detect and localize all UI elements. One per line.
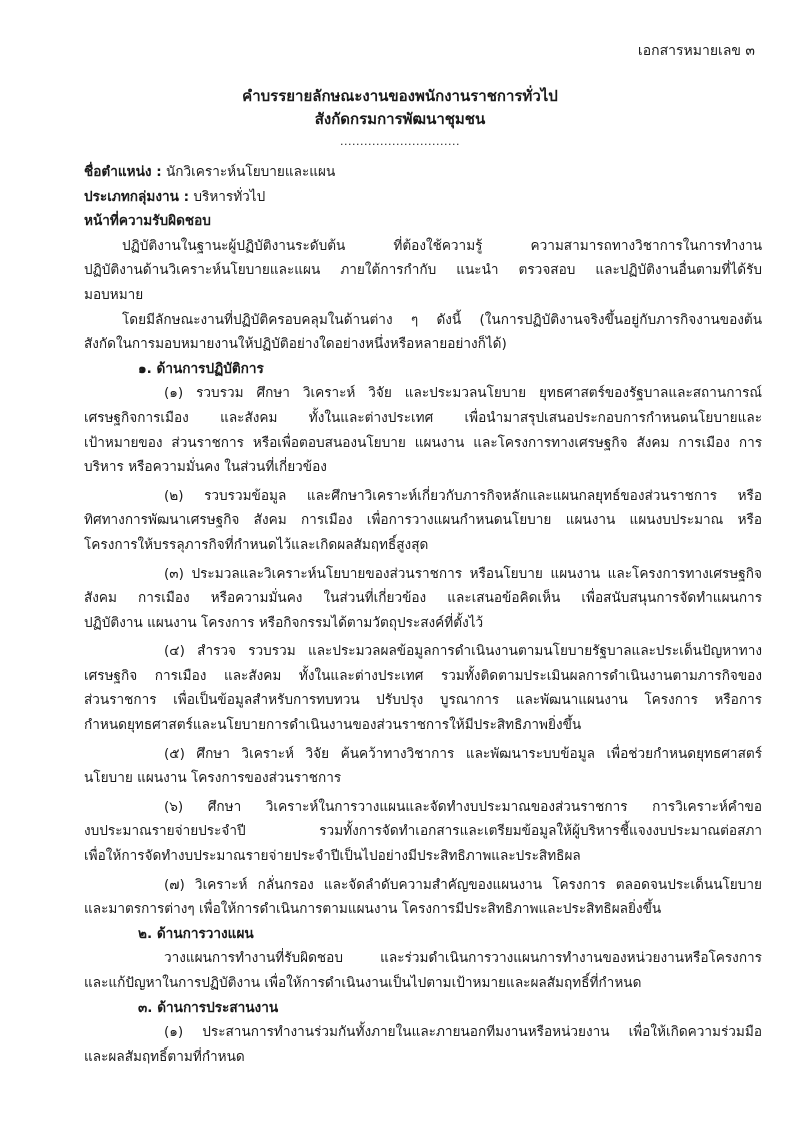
text-line: (๗) วิเคราะห์ กลั่นกรอง และจัดลำดับความสำคัญของแผนงาน โครงการ ตลอดจนประเด็นนโยบาย — [164, 876, 762, 893]
text-line: และแก้ปัญหาในการปฏิบัติงาน เพื่อให้การดำเนินงานเป็นไปตามเป้าหมายและผลสัมฤทธิ์ที่กำหนด — [84, 975, 642, 991]
text-line: วางแผนการทำงานที่รับผิดชอบ และร่วมดำเนินการวางแผนการทำงานของหน่วยงานหรือโครงการ — [164, 950, 762, 967]
text-line: (๒) รวบรวมข้อมูล และศึกษาวิเคราะห์เกี่ยวกับภารกิจหลักและแผนกลยุทธ์ของส่วนราชการ หรือ — [164, 487, 762, 504]
duties-heading: หน้าที่ความรับผิดชอบ — [84, 213, 211, 230]
duty-item — [84, 1020, 762, 1069]
job-group-label: ประเภทกลุ่มงาน : — [84, 188, 190, 205]
job-group-value: บริหารทั่วไป — [189, 188, 266, 205]
duty-item — [84, 742, 762, 791]
intro-paragraph — [84, 308, 762, 357]
document-title: คำบรรยายลักษณะงานของพนักงานราชการทั่วไป — [242, 87, 558, 105]
text-line: สังคม การเมือง หรือความมั่นคง ในส่วนที่เกี่ยวข้อง และเสนอข้อคิดเห็น เพื่อสนับสนุนการจัดทำแผนการ — [84, 590, 762, 607]
text-line: (๑) รวบรวม ศึกษา วิเคราะห์ วิจัย และประมวลนโยบาย ยุทธศาสตร์ของรัฐบาลและสถานการณ์ — [164, 385, 762, 402]
duty-item — [84, 562, 762, 636]
text-line: และผลสัมฤทธิ์ตามที่กำหนด — [84, 1048, 245, 1065]
text-line: ทิศทางการพัฒนาเศรษฐกิจ สังคม การเมือง เพื่อการวางแผนกำหนดนโยบาย แผนงาน แผนงบประมาณ หรือ — [84, 512, 762, 529]
text-line: เพื่อให้การจัดทำงบประมาณรายจ่ายประจำปีเป็นไปอย่างมีประสิทธิภาพและประสิทธิผล — [84, 848, 581, 865]
duty-item — [84, 946, 762, 995]
text-line: ปฏิบัติงานในฐานะผู้ปฏิบัติงานระดับต้น ที่ต้องใช้ความรู้ ความสามารถทางวิชาการในการทำงาน — [122, 237, 762, 254]
text-line: (๔) สำรวจ รวบรวม และประมวลผลข้อมูลการดำเนินงานตามนโยบายรัฐบาลและประเด็นปัญหาทาง — [164, 643, 762, 660]
text-line: ปฏิบัติงานด้านวิเคราะห์นโยบายและแผน ภายใต้การกำกับ แนะนำ ตรวจสอบ และปฏิบัติงานอื่นตามที่ได้รับ — [84, 262, 762, 279]
text-line: ปฏิบัติงาน แผนงาน โครงการ หรือกิจกรรมได้ตามวัตถุประสงค์ที่ตั้งไว้ — [84, 614, 484, 631]
document-body — [84, 160, 762, 1069]
section-heading: ๓. ด้านการประสานงาน — [138, 999, 279, 1016]
text-line: และมาตรการต่างๆ เพื่อให้การดำเนินการตามแผนงาน โครงการมีประสิทธิภาพและประสิทธิผลยิ่งขึ้น — [84, 901, 662, 918]
position-row — [84, 160, 762, 185]
duty-item — [84, 484, 762, 558]
text-line: งบประมาณรายจ่ายประจำปี รวมทั้งการจัดทำเอกสารและเตรียมข้อมูลให้ผู้บริหารชี้แจงงบประมาณต่อสภา — [84, 823, 762, 840]
intro-paragraph — [84, 234, 762, 308]
duty-item — [84, 795, 762, 869]
document-subtitle: สังกัดกรมการพัฒนาชุมชน — [314, 110, 486, 128]
text-line: กำหนดยุทธศาสตร์และนโยบายการดำเนินงานของส่วนราชการให้มีประสิทธิภาพยิ่งขึ้น — [84, 717, 582, 734]
section-heading: ๑. ด้านการปฏิบัติการ — [138, 360, 264, 377]
duty-item — [84, 381, 762, 479]
text-line: เศรษฐกิจการเมือง และสังคม ทั้งในและต่างประเทศ เพื่อนำมาสรุปเสนอประกอบการกำหนดนโยบายและ — [84, 409, 762, 426]
text-line: เป้าหมายของ ส่วนราชการ หรือเพื่อตอบสนองนโยบาย แผนงาน และโครงการทางเศรษฐกิจ สังคม การเมือง การ — [84, 434, 762, 451]
text-line: (๑) ประสานการทำงานร่วมกันทั้งภายในและภายนอกทีมงานหรือหน่วยงาน เพื่อให้เกิดความร่วมมือ — [164, 1024, 762, 1041]
title-separator: .............................. — [340, 135, 460, 148]
text-line: บริหาร หรือความมั่นคง ในส่วนที่เกี่ยวข้อง — [84, 459, 327, 476]
text-line: (๓) ประมวลและวิเคราะห์นโยบายของส่วนราชการ หรือนโยบาย แผนงาน และโครงการทางเศรษฐกิจ — [164, 565, 762, 582]
section-heading: ๒. ด้านการวางแผน — [138, 925, 254, 942]
duty-item — [84, 639, 762, 737]
text-line: มอบหมาย — [84, 286, 144, 303]
text-line: สังกัดในการมอบหมายงานให้ปฏิบัติอย่างใดอย่างหนึ่งหรือหลายอย่างก็ได้) — [84, 336, 507, 353]
text-line: นโยบาย แผนงาน โครงการของส่วนราชการ — [84, 770, 342, 787]
text-line: (๖) ศึกษา วิเคราะห์ในการวางแผนและจัดทำงบประมาณของส่วนราชการ การวิเคราะห์คำขอ — [164, 798, 762, 815]
document-number: เอกสารหมายเลข ๓ — [637, 43, 755, 59]
text-line: ส่วนราชการ เพื่อเป็นข้อมูลสำหรับการทบทวน ปรับปรุง บูรณาการ และพัฒนาแผนงาน โครงการ หรือการ — [84, 692, 762, 709]
position-value: นักวิเคราะห์นโยบายและแผน — [161, 164, 336, 180]
text-line: โครงการให้บรรลุภารกิจที่กำหนดไว้และเกิดผลสัมฤทธิ์สูงสุด — [84, 536, 429, 553]
text-line: (๕) ศึกษา วิเคราะห์ วิจัย ค้นคว้าทางวิชาการ และพัฒนาระบบข้อมูล เพื่อช่วยกำหนดยุทธศาสตร์ — [164, 745, 762, 762]
duty-item — [84, 873, 762, 922]
text-line: เศรษฐกิจ การเมือง และสังคม ทั้งในและต่างประเทศ รวมทั้งติดตามประเมินผลการดำเนินงานตามภารกิจของ — [84, 667, 762, 684]
text-line: โดยมีลักษณะงานที่ปฏิบัติครอบคลุมในด้านต่าง ๆ ดังนี้ (ในการปฏิบัติงานจริงขึ้นอยู่กับภารกิจงานของต้น — [122, 311, 762, 328]
position-label: ชื่อตำแหน่ง : — [84, 164, 162, 180]
job-group-row — [84, 185, 762, 210]
